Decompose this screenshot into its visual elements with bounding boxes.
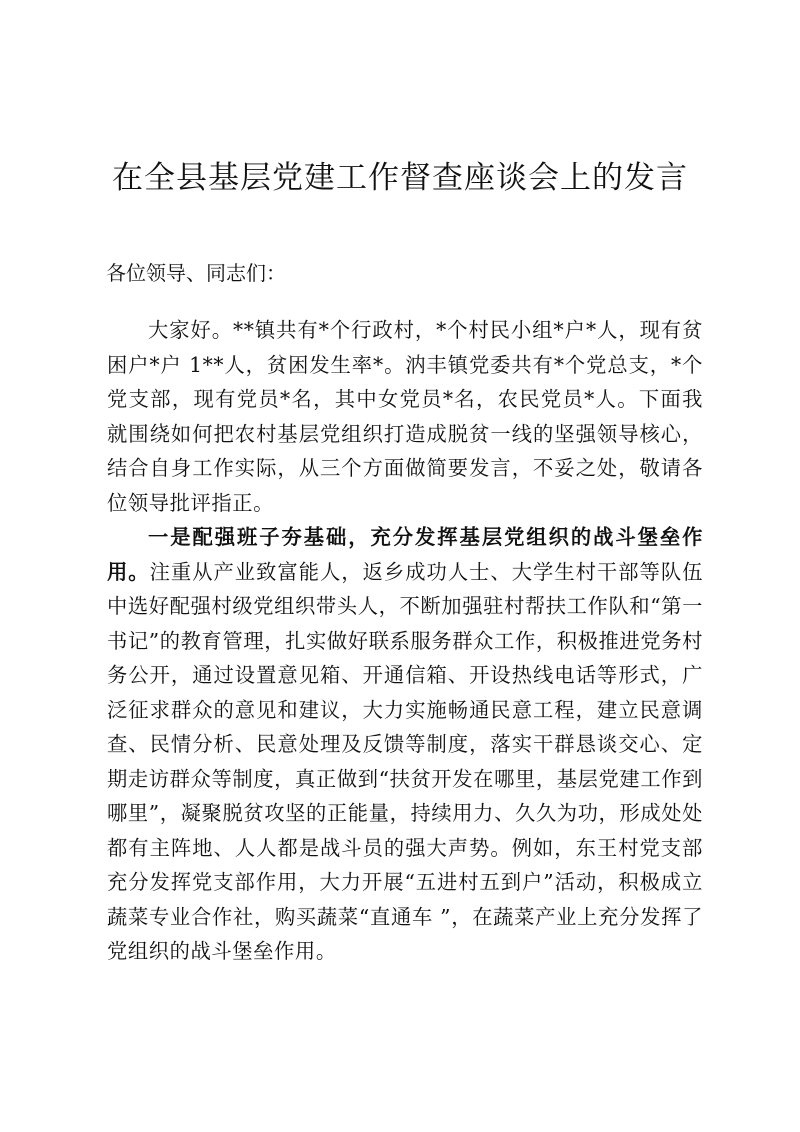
document-title: 在全县基层党建工作督查座谈会上的发言: [112, 160, 688, 196]
paragraph-intro: 大家好。**镇共有*个行政村，*个村民小组*户*人，现有贫困户*户 1**人，贫困发生率*。汭丰镇党委共有*个党总支，*个党支部，现有党员*名，其中女党员*名，农民党员*人。下面我就围绕如何把农村基层党组织打造成脱贫一线的坚强领导核心，结合自身工作实际，从三个方面做简要发言，不妥之处，敬请各位领导批评指正。: [107, 318, 703, 515]
paragraph-point-one: [107, 520, 703, 969]
salutation: 各位领导、同志们：: [106, 261, 286, 285]
paragraph-point-one-lead: 一是配强班子夯基础，充分发挥基层党组织的战斗堡垒作用。: [107, 525, 703, 584]
paragraph-point-one-body: 注重从产业致富能人，返乡成功人士、大学生村干部等队伍中选好配强村级党组织带头人，不断加强驻村帮扶工作队和“第一书记”的教育管理，扎实做好联系服务群众工作，积极推进党务村务公开，通过设置意见箱、开通信箱、开设热线电话等形式，广泛征求群众的意见和建议，大力实施畅通民意工程，建立民意调查、民情分析、民意处理及反馈等制度，落实干群恳谈交心、定期走访群众等制度，真正做到“扶贫开发在哪里，基层党建工作到哪里”，凝聚脱贫攻坚的正能量，持续用力、久久为功，形成处处都有主阵地、人人都是战斗员的强大声势。例如，东王村党支部充分发挥党支部作用，大力开展“五进村五到户”活动，积极成立蔬菜专业合作社，购买蔬菜“直通车 ”，在蔬菜产业上充分发挥了党组织的战斗堡垒作用。: [107, 559, 703, 963]
